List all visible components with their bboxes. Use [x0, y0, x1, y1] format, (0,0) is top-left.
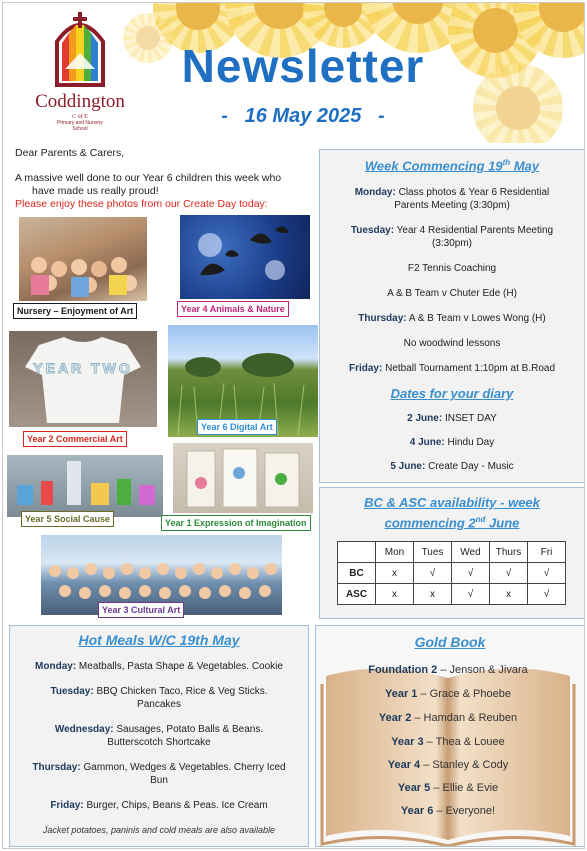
table-cell: √	[528, 563, 566, 584]
gold-names: – Everyone!	[433, 805, 496, 817]
open-book-icon	[320, 656, 576, 846]
asc-title-line: commencing 2	[384, 515, 476, 531]
meal-text: Burger, Chips, Beans & Peas. Ice Cream	[83, 800, 268, 811]
photo-caption-year4: Year 4 Animals & Nature	[177, 301, 289, 317]
meals-list	[10, 660, 308, 837]
table-cell: √	[452, 563, 490, 584]
week-event	[320, 224, 584, 250]
table-cell: ASC	[338, 584, 376, 605]
gold-year: Foundation 2	[368, 664, 438, 676]
table-cell: BC	[338, 563, 376, 584]
sunflower-decoration	[473, 63, 563, 143]
photo-caption-year6: Year 6 Digital Art	[197, 419, 277, 435]
table-row	[338, 563, 566, 584]
gold-book-panel	[315, 625, 585, 847]
week-event	[320, 362, 584, 375]
event-text: F2 Tennis Coaching	[407, 263, 497, 274]
meals-note: Jacket potatoes, paninis and cold meals are also available	[42, 825, 276, 835]
diary-item	[320, 412, 584, 425]
message	[15, 172, 315, 198]
meal-item	[10, 761, 308, 787]
school-name: Coddington	[35, 91, 125, 112]
meal-text-cont: Butterscotch Shortcake	[107, 737, 211, 748]
gold-year: Year 3	[391, 736, 424, 748]
meal-item	[10, 685, 308, 711]
meals-title: Hot Meals W/C 19th May	[78, 632, 240, 648]
school-subtitle: C of E	[72, 114, 88, 120]
meal-day: Monday:	[35, 661, 77, 672]
week-event	[320, 186, 584, 212]
event-text: No woodwind lessons	[403, 338, 501, 349]
gold-item	[316, 736, 580, 748]
week-event	[320, 337, 584, 350]
gold-item	[316, 712, 580, 724]
school-type: Primary and Nursery	[57, 120, 103, 126]
diary-text: Create Day - Music	[425, 461, 514, 472]
meal-day: Friday:	[50, 800, 84, 811]
asc-title-suffix: June	[485, 515, 520, 531]
meal-text: Sausages, Potato Balls & Beans.	[113, 724, 264, 735]
gold-item	[316, 782, 580, 794]
diary-date: 2 June:	[407, 413, 443, 424]
week-title-suffix: May	[510, 158, 540, 174]
asc-table	[337, 541, 566, 605]
table-header-cell: Tues	[414, 542, 452, 563]
asc-title	[320, 494, 584, 531]
meal-day: Wednesday:	[54, 724, 114, 735]
gold-year: Year 5	[397, 782, 431, 794]
intro-text	[15, 147, 315, 223]
gold-names: – Hamdan & Reuben	[411, 712, 518, 724]
gold-year: Year 1	[385, 688, 418, 700]
meal-item	[10, 660, 308, 673]
meal-item	[10, 799, 308, 812]
week-events	[320, 186, 584, 375]
event-text: Class photos & Year 6 Residential	[395, 187, 550, 198]
table-cell: √	[528, 584, 566, 605]
table-cell: √	[414, 563, 452, 584]
asc-title-line: BC & ASC availability - week	[364, 495, 540, 510]
gold-year: Year 4	[387, 759, 421, 771]
gold-names: – Stanley & Cody	[420, 759, 509, 771]
photo-caption-year2: Year 2 Commercial Art	[23, 431, 127, 447]
meal-text: Meatballs, Pasta Shape & Vegetables. Cookie	[76, 661, 283, 672]
week-event	[320, 287, 584, 300]
photos-note: Please enjoy these photos from our Create Day today:	[15, 198, 268, 210]
shirt-text: YEAR TWO	[33, 360, 133, 376]
table-cell: √	[452, 584, 490, 605]
meal-item	[10, 723, 308, 749]
table-header-cell: Wed	[452, 542, 490, 563]
photo-year5	[7, 455, 163, 517]
svg-text:YEAR TWO	[33, 360, 132, 376]
diary-item	[320, 436, 584, 449]
diary-text: INSET DAY	[442, 413, 497, 424]
meal-text-cont: Pancakes	[137, 699, 181, 710]
table-cell: x	[376, 563, 414, 584]
week-event	[320, 312, 584, 325]
diary-date: 5 June:	[390, 461, 426, 472]
gold-names: – Ellie & Evie	[430, 782, 499, 794]
photo-caption-year1: Year 1 Expression of Imagination	[161, 515, 311, 531]
gold-item	[316, 688, 580, 700]
diary-item	[320, 460, 584, 473]
photo-year2	[9, 331, 157, 427]
event-text-cont: (3:30pm)	[431, 238, 472, 249]
week-panel	[319, 149, 585, 483]
meal-text-cont: Bun	[150, 775, 168, 786]
newsletter-page	[2, 2, 585, 849]
table-cell: x	[490, 584, 528, 605]
diary-title: Dates for your diary	[390, 386, 514, 401]
event-day: Thursday:	[358, 313, 407, 324]
meals-panel	[9, 625, 309, 847]
asc-title-sup: nd	[475, 515, 486, 524]
photo-caption-year5: Year 5 Social Cause	[21, 511, 114, 527]
photo-year4	[180, 215, 310, 299]
school-logo	[25, 9, 135, 139]
gold-book-title: Gold Book	[414, 634, 486, 650]
school-crest-icon	[49, 9, 111, 89]
meal-text: Gammon, Wedges & Vegetables. Cherry Iced	[80, 762, 286, 773]
diary-text: Hindu Day	[444, 437, 495, 448]
table-header-cell: Fri	[528, 542, 566, 563]
photo-caption-year3: Year 3 Cultural Art	[98, 602, 184, 618]
event-day: Monday:	[354, 187, 396, 198]
table-header-cell	[338, 542, 376, 563]
gold-names: – Jenson & Jivara	[437, 664, 528, 676]
diary-list	[320, 412, 584, 473]
event-day: Tuesday:	[350, 225, 395, 236]
event-text: A & B Team v Chuter Ede (H)	[387, 288, 517, 299]
event-text-cont: Parents Meeting (3:30pm)	[394, 200, 510, 211]
event-text: A & B Team v Lowes Wong (H)	[406, 313, 546, 324]
gold-item	[316, 664, 580, 676]
table-header-cell: Thurs	[490, 542, 528, 563]
diary-date: 4 June:	[409, 437, 445, 448]
gold-names: – Thea & Louee	[423, 736, 505, 748]
week-title-sup: th	[502, 158, 511, 167]
week-title	[320, 158, 584, 173]
page-title: Newsletter	[181, 40, 425, 92]
gold-year: Year 2	[378, 712, 412, 724]
table-row	[338, 584, 566, 605]
table-header-cell: Mon	[376, 542, 414, 563]
week-title-text: Week Commencing 19	[364, 158, 503, 174]
table-cell: x	[376, 584, 414, 605]
message-line: A massive well done to our Year 6 children this week who	[15, 172, 282, 184]
header	[3, 3, 585, 143]
photo-nursery	[19, 217, 147, 301]
meal-day: Tuesday:	[50, 686, 94, 697]
photo-year1	[173, 443, 313, 513]
meal-text: BBQ Chicken Taco, Rice & Veg Sticks.	[93, 686, 268, 697]
gold-item	[316, 805, 580, 817]
table-cell: √	[490, 563, 528, 584]
message-line: have made us really proud!	[32, 185, 159, 197]
event-text: Netball Tournament 1:10pm at B.Road	[382, 363, 556, 374]
gold-year: Year 6	[400, 805, 434, 817]
school-type-cont: School	[72, 126, 88, 132]
meal-day: Thursday:	[32, 762, 81, 773]
asc-panel	[319, 487, 585, 619]
table-header-row	[338, 542, 566, 563]
greeting: Dear Parents & Carers,	[15, 147, 125, 159]
gold-names: – Grace & Phoebe	[417, 688, 511, 700]
week-event	[320, 262, 584, 275]
issue-date: - 16 May 2025 -	[221, 105, 385, 127]
event-text: Year 4 Residential Parents Meeting	[394, 225, 554, 236]
table-cell: x	[414, 584, 452, 605]
gold-item	[316, 759, 580, 771]
photo-caption-nursery: Nursery – Enjoyment of Art	[13, 303, 137, 319]
event-day: Friday:	[348, 363, 383, 374]
